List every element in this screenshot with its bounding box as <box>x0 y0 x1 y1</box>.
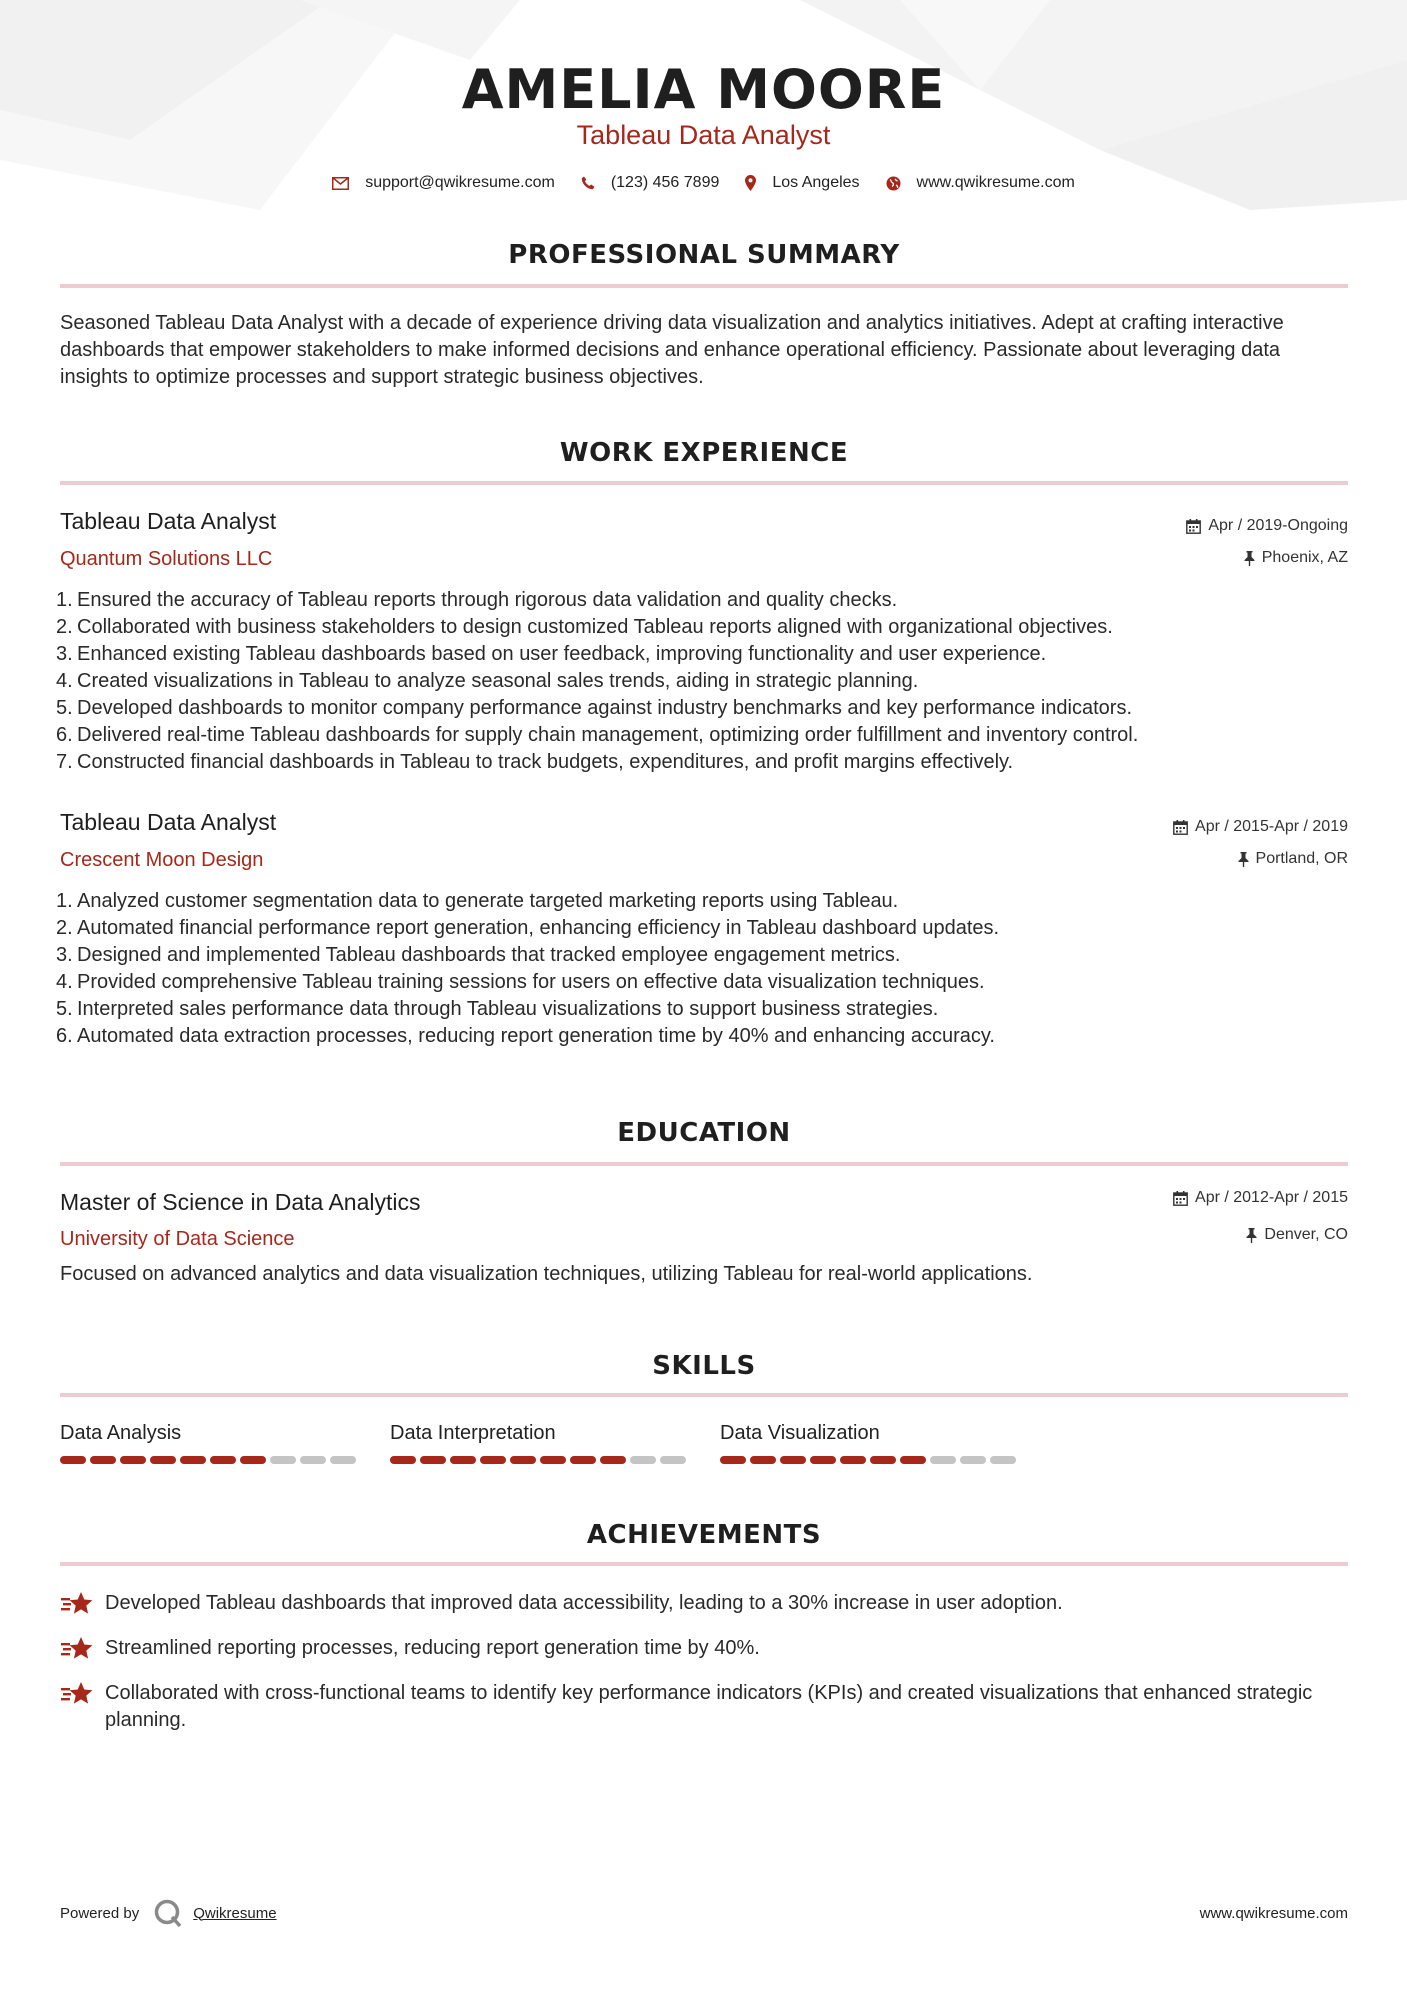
powered-by-label: Powered by <box>60 1904 140 1922</box>
skill-segment-empty <box>930 1456 956 1464</box>
education-location-text: Denver, CO <box>1264 1226 1348 1243</box>
skill-label: Data Interpretation <box>390 1422 556 1444</box>
list-item: 4. Created visualizations in Tableau to analyze seasonal sales trends, aiding in strategic planning. <box>56 670 919 692</box>
job-1-dates <box>1186 515 1348 537</box>
qwikresume-logo-icon <box>153 1898 185 1928</box>
calendar-icon <box>1186 519 1201 534</box>
achievement-text: Developed Tableau dashboards that improved data accessibility, leading to a 30% increase in user adoption. <box>105 1592 1063 1614</box>
skill-level-bar <box>720 1456 1020 1464</box>
pushpin-icon <box>1246 1228 1257 1243</box>
list-item: 1. Ensured the accuracy of Tableau reports through rigorous data validation and quality checks. <box>56 589 898 611</box>
job-2-location-text: Portland, OR <box>1255 850 1348 867</box>
skills-divider <box>60 1393 1348 1397</box>
skill-segment-filled <box>420 1456 446 1464</box>
skill-segment-filled <box>570 1456 596 1464</box>
phone-icon <box>581 176 595 190</box>
skill-label: Data Visualization <box>720 1422 880 1444</box>
education-heading: EDUCATION <box>617 1118 791 1148</box>
skill-segment-empty <box>960 1456 986 1464</box>
skill-segment-filled <box>900 1456 926 1464</box>
list-item: 5. Developed dashboards to monitor company performance against industry benchmarks and key performance indicators. <box>56 697 1132 719</box>
achievement-item <box>60 1590 1350 1618</box>
skill-data-visualization <box>720 1420 1020 1464</box>
skill-segment-empty <box>330 1456 356 1464</box>
skill-segment-empty <box>660 1456 686 1464</box>
list-item: 7. Constructed financial dashboards in Tableau to track budgets, expenditures, and profit margins effectively. <box>56 751 1014 773</box>
shooting-star-icon <box>60 1680 95 1708</box>
skill-segment-filled <box>180 1456 206 1464</box>
list-item: 1. Analyzed customer segmentation data to generate targeted marketing reports using Tableau. <box>56 890 899 912</box>
skill-segment-filled <box>750 1456 776 1464</box>
skill-segment-filled <box>240 1456 266 1464</box>
skill-segment-empty <box>990 1456 1016 1464</box>
skill-segment-filled <box>390 1456 416 1464</box>
skill-data-interpretation <box>390 1420 690 1464</box>
education-dates <box>1173 1187 1348 1209</box>
job-1-location-text: Phoenix, AZ <box>1261 549 1348 566</box>
contact-email[interactable] <box>332 172 555 194</box>
skill-segment-filled <box>210 1456 236 1464</box>
contact-website-text: www.qwikresume.com <box>916 174 1075 191</box>
achievement-item <box>60 1635 1350 1663</box>
education-dates-text: Apr / 2012-Apr / 2015 <box>1195 1189 1348 1206</box>
contact-email-text: support@qwikresume.com <box>365 174 555 191</box>
contact-bar <box>0 172 1407 194</box>
skill-segment-filled <box>60 1456 86 1464</box>
skill-segment-filled <box>90 1456 116 1464</box>
contact-phone-text: (123) 456 7899 <box>610 174 720 191</box>
skill-segment-filled <box>780 1456 806 1464</box>
summary-text: Seasoned Tableau Data Analyst with a decade of experience driving data visualization and analytics initiatives. Adept at crafting interactive dashboards that empower stakeholders to make informed decisions and enhance operational efficiency. Passionate about leveraging data insights to optimize processes and support strategic business objectives. <box>60 312 1284 388</box>
job-2-title: Tableau Data Analyst <box>60 809 277 835</box>
list-item: 6. Delivered real-time Tableau dashboards for supply chain management, optimizing order fulfillment and inventory control. <box>56 724 1139 746</box>
list-item: 3. Designed and implemented Tableau dashboards that tracked employee engagement metrics. <box>56 944 901 966</box>
job-1-company: Quantum Solutions LLC <box>60 548 273 570</box>
pushpin-icon <box>1238 852 1249 867</box>
job-2-location <box>1238 848 1348 870</box>
list-item: 4. Provided comprehensive Tableau training sessions for users on effective data visualization techniques. <box>56 971 985 993</box>
summary-heading: PROFESSIONAL SUMMARY <box>508 240 900 270</box>
skill-segment-filled <box>450 1456 476 1464</box>
list-item: 5. Interpreted sales performance data through Tableau visualizations to support business strategies. <box>56 998 939 1020</box>
list-item: 2. Automated financial performance report generation, enhancing efficiency in Tableau dashboard updates. <box>56 917 1000 939</box>
skill-segment-filled <box>810 1456 836 1464</box>
summary-divider <box>60 284 1348 288</box>
achievements-divider <box>60 1562 1348 1566</box>
education-description: Focused on advanced analytics and data visualization techniques, utilizing Tableau for real-world applications. <box>60 1263 1033 1285</box>
job-2-company: Crescent Moon Design <box>60 849 264 871</box>
skill-segment-filled <box>510 1456 536 1464</box>
experience-divider <box>60 481 1348 485</box>
skill-segment-empty <box>270 1456 296 1464</box>
skill-segment-filled <box>840 1456 866 1464</box>
calendar-icon <box>1173 1191 1188 1206</box>
pushpin-icon <box>1244 551 1255 566</box>
map-pin-icon <box>745 175 756 191</box>
footer-powered-by <box>60 1898 277 1928</box>
achievement-item <box>60 1680 1350 1734</box>
achievement-text: Collaborated with cross-functional teams to identify key performance indicators (KPIs) and created visualizations that enhanced strategic planning. <box>105 1682 1313 1731</box>
contact-website[interactable] <box>886 172 1075 194</box>
job-1-title: Tableau Data Analyst <box>60 508 277 534</box>
achievements-heading: ACHIEVEMENTS <box>586 1520 822 1550</box>
shooting-star-icon <box>60 1635 95 1663</box>
skill-segment-filled <box>720 1456 746 1464</box>
education-divider <box>60 1162 1348 1166</box>
job-1-location <box>1244 547 1348 569</box>
job-2-bullets <box>56 888 1356 1050</box>
achievements-list <box>60 1590 1350 1751</box>
achievement-text: Streamlined reporting processes, reducing report generation time by 40%. <box>105 1637 760 1659</box>
education-degree: Master of Science in Data Analytics <box>60 1189 421 1215</box>
job-2-dates-text: Apr / 2015-Apr / 2019 <box>1195 818 1348 835</box>
contact-location <box>745 172 859 194</box>
skill-level-bar <box>60 1456 360 1464</box>
shooting-star-icon <box>60 1590 95 1618</box>
skill-segment-empty <box>630 1456 656 1464</box>
envelope-icon <box>332 177 349 190</box>
job-1-bullets <box>56 587 1356 776</box>
experience-heading: WORK EXPERIENCE <box>559 438 849 468</box>
contact-phone[interactable] <box>581 172 720 194</box>
skill-segment-filled <box>600 1456 626 1464</box>
qwikresume-link[interactable]: Qwikresume <box>193 1904 277 1922</box>
skill-segment-filled <box>870 1456 896 1464</box>
skill-segment-filled <box>540 1456 566 1464</box>
calendar-icon <box>1173 820 1188 835</box>
candidate-role: Tableau Data Analyst <box>576 120 831 150</box>
skill-segment-filled <box>150 1456 176 1464</box>
list-item: 3. Enhanced existing Tableau dashboards based on user feedback, improving functionality and user experience. <box>56 643 1047 665</box>
job-1-dates-text: Apr / 2019-Ongoing <box>1208 517 1348 534</box>
skill-label: Data Analysis <box>60 1422 182 1444</box>
skill-segment-filled <box>480 1456 506 1464</box>
education-school: University of Data Science <box>60 1228 295 1250</box>
list-item: 2. Collaborated with business stakeholders to design customized Tableau reports aligned with organizational objectives. <box>56 616 1113 638</box>
candidate-name: AMELIA MOORE <box>461 58 946 121</box>
contact-location-text: Los Angeles <box>772 174 860 191</box>
globe-icon <box>886 176 901 191</box>
skill-segment-empty <box>300 1456 326 1464</box>
education-location <box>1246 1224 1348 1246</box>
skills-heading: SKILLS <box>652 1351 756 1381</box>
skill-data-analysis <box>60 1420 360 1464</box>
skill-segment-filled <box>120 1456 146 1464</box>
list-item: 6. Automated data extraction processes, reducing report generation time by 40% and enhancing accuracy. <box>56 1025 995 1047</box>
skill-level-bar <box>390 1456 690 1464</box>
footer-url[interactable]: www.qwikresume.com <box>1199 1905 1348 1922</box>
job-2-dates <box>1173 816 1348 838</box>
